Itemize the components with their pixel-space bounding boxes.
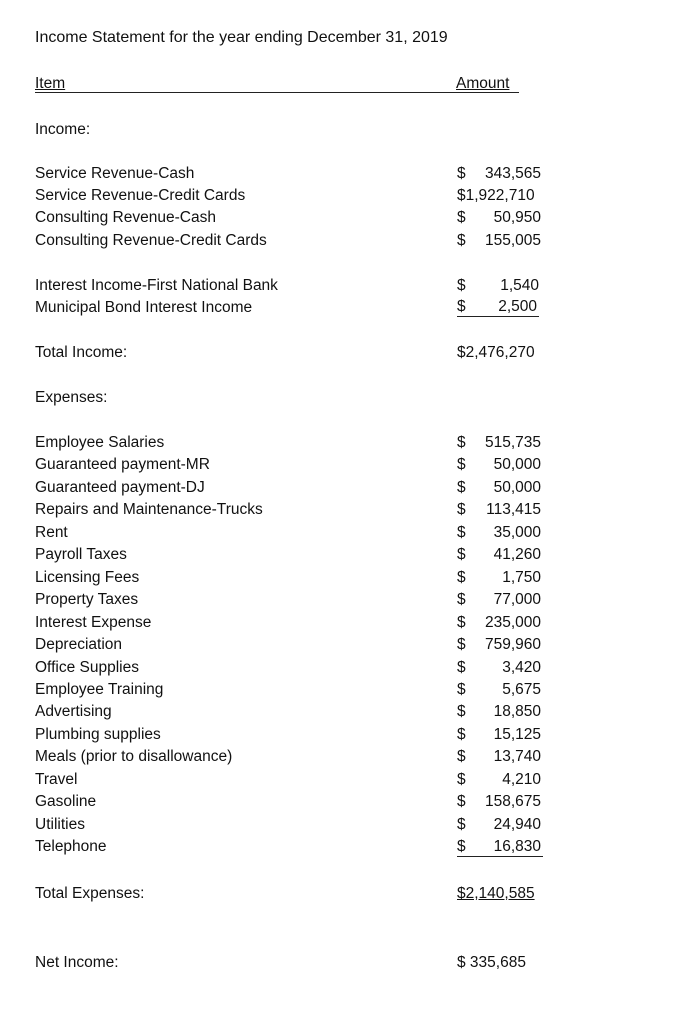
- expense-row-label: Guaranteed payment-DJ: [35, 479, 205, 496]
- expense-row-label: Employee Training: [35, 681, 164, 698]
- expense-row-amount: [457, 523, 549, 543]
- income-section-heading: Income:: [35, 121, 91, 138]
- dollar-sign: $: [457, 703, 466, 720]
- dollar-sign: $: [457, 456, 466, 473]
- dollar-sign: $: [457, 726, 466, 743]
- expense-row-label: Property Taxes: [35, 591, 139, 608]
- expense-row-label: Repairs and Maintenance-Trucks: [35, 501, 263, 518]
- amount-value: 3,420: [502, 659, 541, 676]
- income-row-label: Interest Income-First National Bank: [35, 277, 278, 294]
- dollar-sign: $: [457, 298, 466, 315]
- amount-value: 77,000: [493, 591, 541, 608]
- amount-value: 1,540: [500, 277, 539, 294]
- expense-row-label: Interest Expense: [35, 614, 152, 631]
- expense-row-label: Plumbing supplies: [35, 726, 161, 743]
- expense-row-amount: [457, 837, 543, 857]
- dollar-sign: $: [457, 165, 466, 182]
- dollar-sign: $: [457, 659, 466, 676]
- dollar-sign: $: [457, 681, 466, 698]
- expense-row-amount: [457, 433, 549, 453]
- amount-value: 235,000: [484, 614, 541, 631]
- income-row-label: Municipal Bond Interest Income: [35, 299, 253, 316]
- expense-row-label: Utilities: [35, 816, 85, 833]
- expense-row-label: Employee Salaries: [35, 434, 165, 451]
- amount-value: 515,735: [484, 434, 541, 451]
- expense-row-amount: [457, 635, 549, 655]
- income-row-label: Consulting Revenue-Credit Cards: [35, 232, 267, 249]
- expense-row-label: Travel: [35, 771, 78, 788]
- expense-row-amount: [457, 702, 549, 722]
- column-header-amount: Amount: [456, 75, 510, 92]
- expenses-section-heading: Expenses:: [35, 389, 108, 406]
- expense-row-label: Payroll Taxes: [35, 546, 127, 563]
- column-header-item: Item: [35, 75, 66, 92]
- amount-value: 41,260: [493, 546, 541, 563]
- expense-row-label: Depreciation: [35, 636, 123, 653]
- amount-value: 15,125: [493, 726, 541, 743]
- amount-value: 5,675: [502, 681, 541, 698]
- dollar-sign: $: [457, 591, 466, 608]
- dollar-sign: $: [457, 479, 466, 496]
- expense-row-amount: [457, 478, 549, 498]
- amount-value: 24,940: [493, 816, 541, 833]
- amount-value: 16,830: [493, 838, 541, 855]
- amount-value: 343,565: [484, 165, 541, 182]
- dollar-sign: $: [457, 569, 466, 586]
- page-title: Income Statement for the year ending December 31, 2019: [35, 29, 448, 46]
- expense-row-amount: [457, 500, 549, 520]
- amount-value: 2,500: [498, 298, 537, 315]
- expense-row-label: Licensing Fees: [35, 569, 140, 586]
- expense-row-label: Advertising: [35, 703, 112, 720]
- dollar-sign: $: [457, 816, 466, 833]
- income-row-amount: [457, 231, 549, 251]
- amount-value: 4,210: [502, 771, 541, 788]
- dollar-sign: $: [457, 434, 466, 451]
- expense-row-amount: [457, 725, 549, 745]
- amount-value: 13,740: [493, 748, 541, 765]
- amount-value: 759,960: [484, 636, 541, 653]
- income-row-amount: [457, 208, 549, 228]
- expense-row-amount: [457, 815, 549, 835]
- dollar-sign: $: [457, 636, 466, 653]
- dollar-sign: $: [457, 209, 466, 226]
- expense-row-amount: [457, 792, 549, 812]
- total-expenses-label: Total Expenses:: [35, 885, 145, 902]
- expense-row-amount: [457, 455, 549, 475]
- expense-row-amount: [457, 613, 549, 633]
- dollar-sign: $: [457, 524, 466, 541]
- total-income-amount: $2,476,270: [457, 344, 535, 361]
- dollar-sign: $: [457, 771, 466, 788]
- net-income-label: Net Income:: [35, 954, 119, 971]
- header-divider: [35, 92, 519, 93]
- amount-value: 35,000: [493, 524, 541, 541]
- amount-value: 1,750: [502, 569, 541, 586]
- expense-row-label: Office Supplies: [35, 659, 139, 676]
- amount-value: 158,675: [484, 793, 541, 810]
- expense-row-label: Gasoline: [35, 793, 97, 810]
- expense-row-amount: [457, 770, 549, 790]
- dollar-sign: $: [457, 748, 466, 765]
- expense-row-label: Telephone: [35, 838, 107, 855]
- income-row-label: Service Revenue-Credit Cards: [35, 187, 246, 204]
- expense-row-label: Meals (prior to disallowance): [35, 748, 233, 765]
- amount-value: 155,005: [484, 232, 541, 249]
- amount-value: 50,000: [493, 456, 541, 473]
- dollar-sign: $: [457, 793, 466, 810]
- dollar-sign: $: [457, 232, 466, 249]
- dollar-sign: $: [457, 614, 466, 631]
- amount-value: 50,950: [493, 209, 541, 226]
- total-income-label: Total Income:: [35, 344, 128, 361]
- expense-row-amount: [457, 747, 549, 767]
- dollar-sign: $: [457, 838, 466, 855]
- expense-row-amount: [457, 680, 549, 700]
- expense-row-label: Rent: [35, 524, 68, 541]
- expense-row-amount: [457, 590, 549, 610]
- expense-row-amount: [457, 545, 549, 565]
- net-income-amount: $ 335,685: [457, 954, 526, 971]
- amount-value: 113,415: [486, 501, 541, 518]
- expense-row-label: Guaranteed payment-MR: [35, 456, 210, 473]
- amount-value: 18,850: [493, 703, 541, 720]
- income-row-label: Service Revenue-Cash: [35, 165, 195, 182]
- income-row-amount: [457, 297, 539, 317]
- income-row-amount: $1,922,710: [457, 187, 535, 204]
- dollar-sign: $: [457, 277, 466, 294]
- income-row-amount: [457, 164, 549, 184]
- amount-value: 50,000: [493, 479, 541, 496]
- income-row-label: Consulting Revenue-Cash: [35, 209, 216, 226]
- income-row-amount: [457, 276, 541, 296]
- expense-row-amount: [457, 568, 549, 588]
- expense-row-amount: [457, 658, 549, 678]
- total-expenses-amount: $2,140,585: [457, 885, 535, 902]
- dollar-sign: $: [457, 501, 466, 518]
- dollar-sign: $: [457, 546, 466, 563]
